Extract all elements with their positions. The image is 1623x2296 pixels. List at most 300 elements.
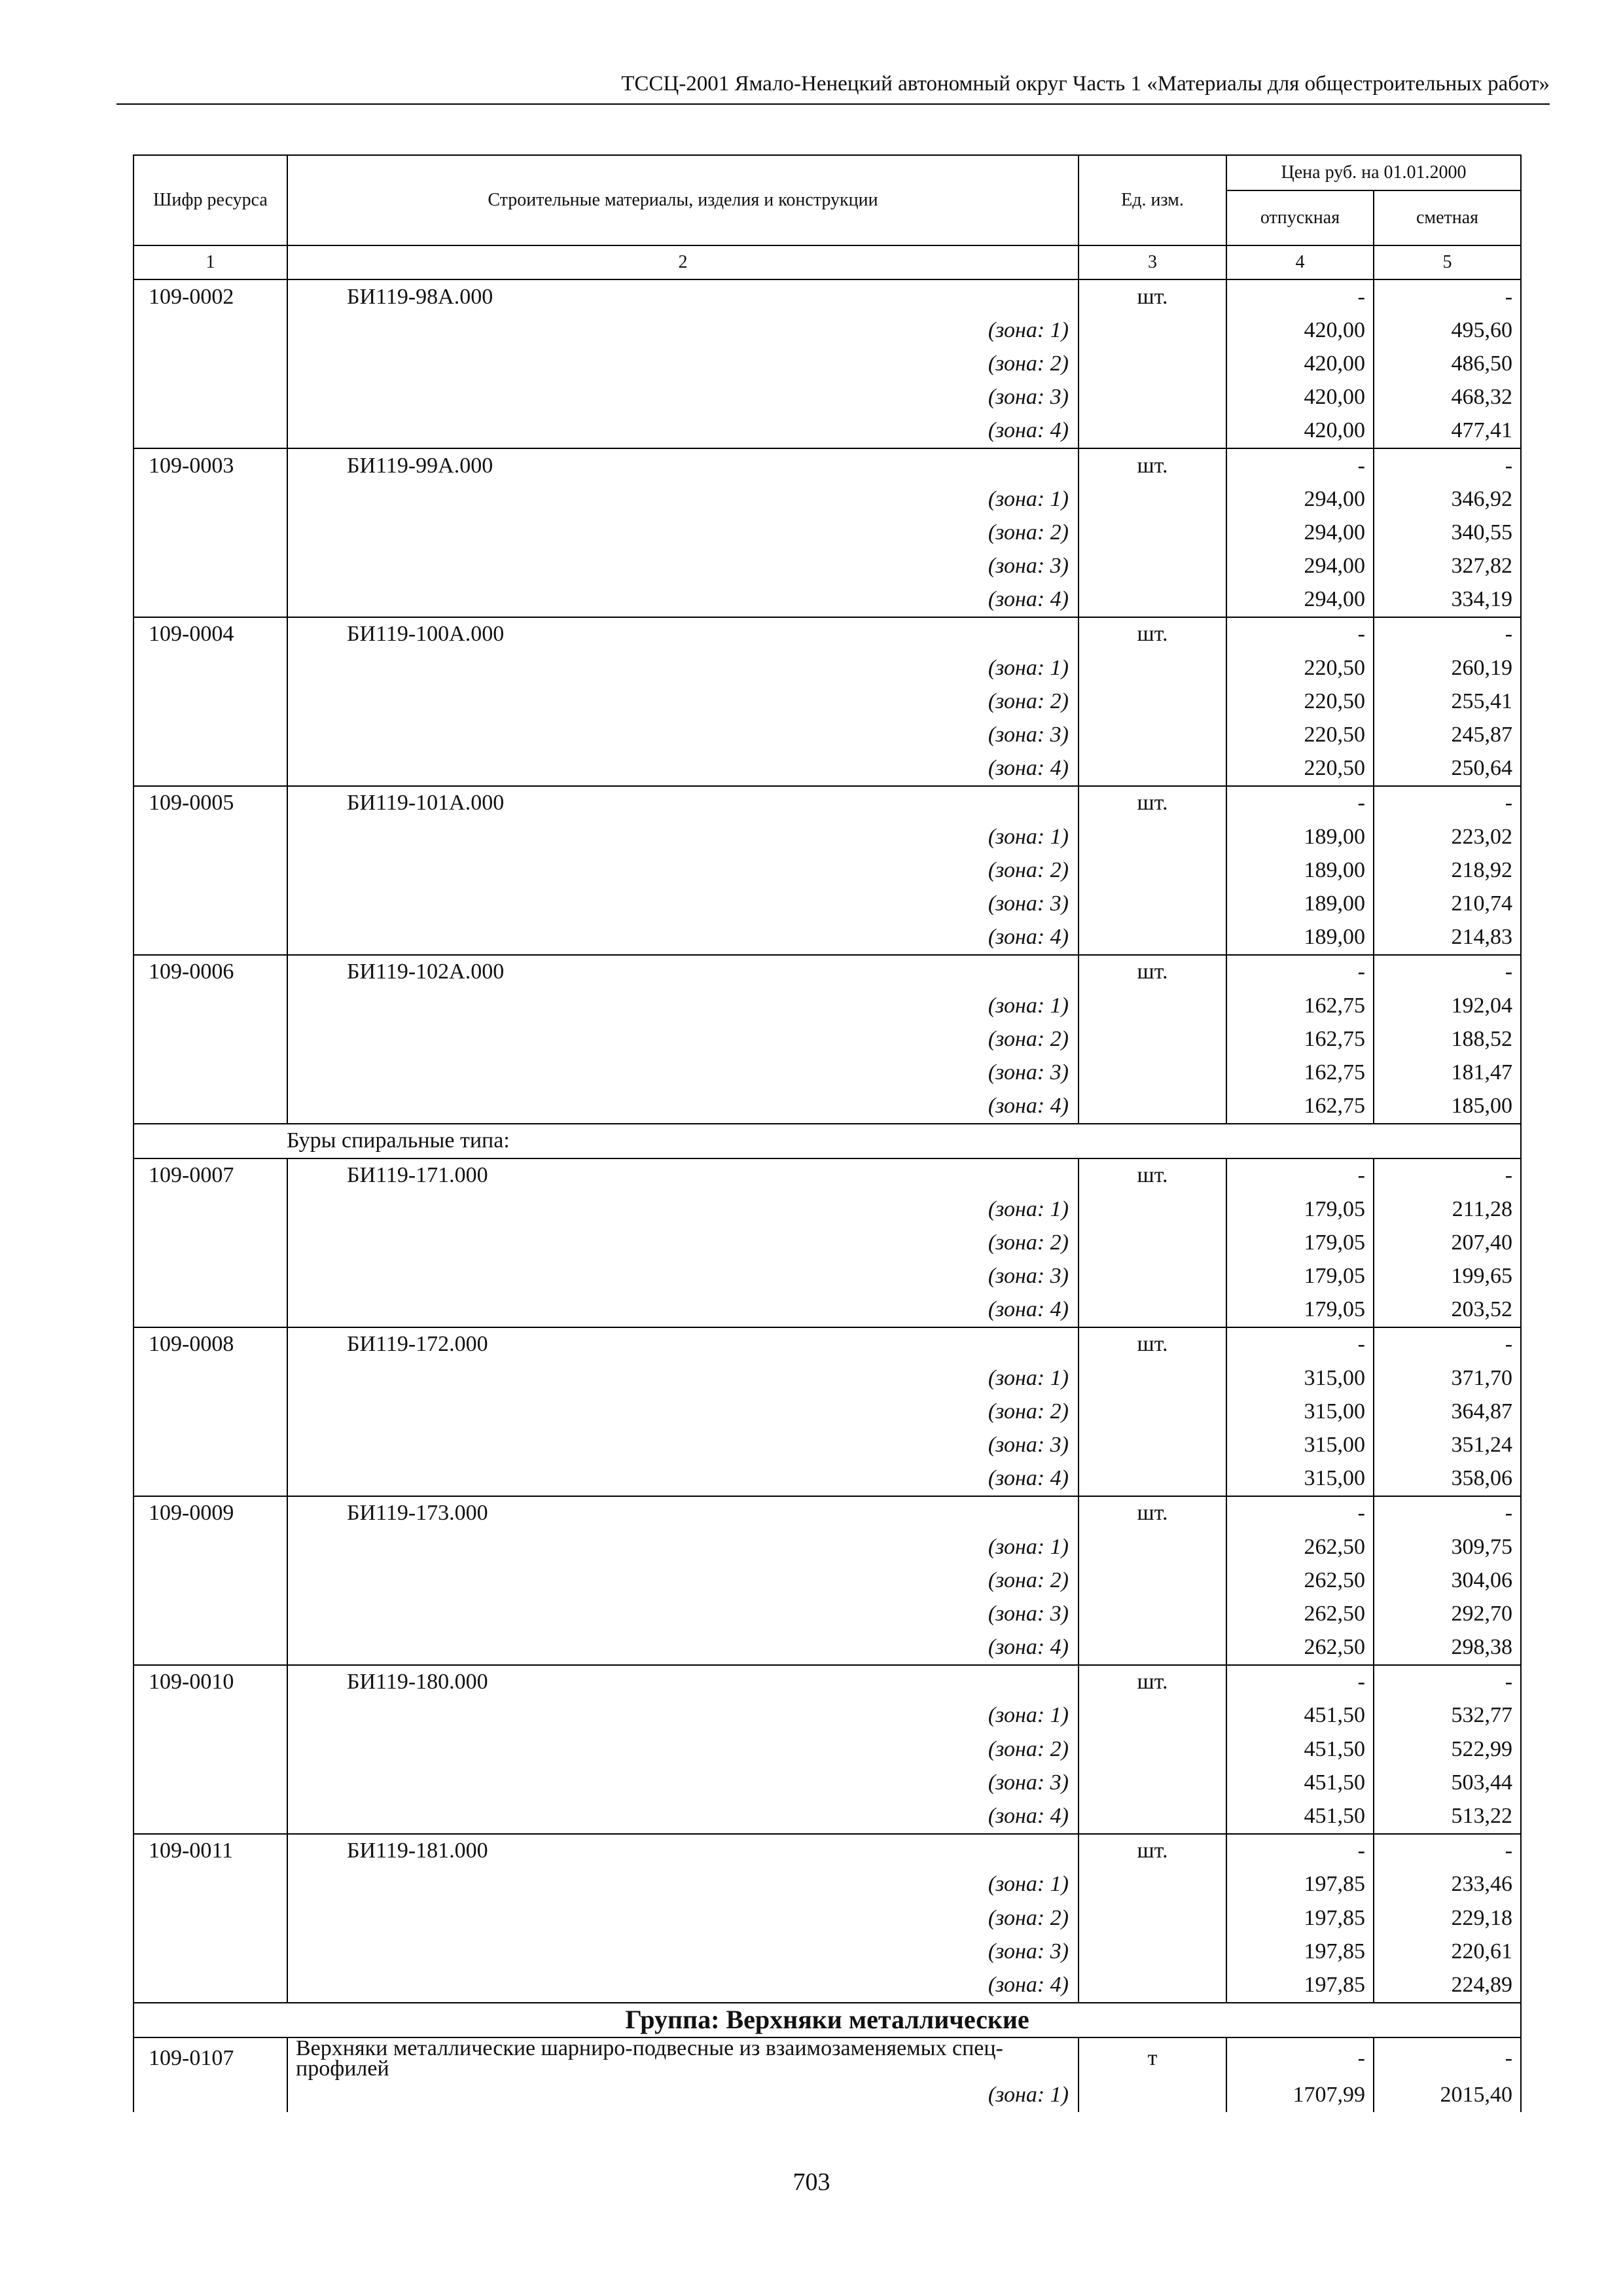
estimate-price-cell: -: [1374, 1158, 1521, 1193]
code-cell-empty: [134, 1766, 287, 1799]
estimate-price-cell: 229,18: [1374, 1901, 1521, 1935]
release-price-cell: 189,00: [1226, 853, 1374, 887]
release-price-cell: -: [1226, 1496, 1374, 1530]
zone-label: (зона: 4): [287, 1631, 1079, 1665]
table-row: [134, 2037, 1521, 2079]
zone-row: [134, 820, 1521, 853]
zone-row: [134, 921, 1521, 955]
estimate-price-cell: 346,92: [1374, 482, 1521, 516]
release-price-cell: -: [1226, 1327, 1374, 1361]
unit-cell-empty: [1079, 1799, 1226, 1833]
material-name: БИ119-173.000: [287, 1496, 1079, 1530]
zone-row: [134, 2079, 1521, 2112]
material-name: БИ119-101А.000: [287, 786, 1079, 820]
zone-label: (зона: 2): [287, 685, 1079, 718]
zone-label: (зона: 1): [287, 2079, 1079, 2112]
resource-code: 109-0007: [134, 1158, 287, 1193]
release-price-cell: 179,05: [1226, 1293, 1374, 1327]
code-cell-empty: [134, 516, 287, 549]
zone-row: [134, 1901, 1521, 1935]
unit-cell-empty: [1079, 1597, 1226, 1630]
release-price-cell: 294,00: [1226, 583, 1374, 617]
zone-label: (зона: 1): [287, 1361, 1079, 1395]
estimate-price-cell: 210,74: [1374, 887, 1521, 920]
release-price-cell: 1707,99: [1226, 2079, 1374, 2112]
table-row: [134, 1327, 1521, 1361]
release-price-cell: 451,50: [1226, 1699, 1374, 1732]
zone-row: [134, 1293, 1521, 1327]
unit-cell-empty: [1079, 1699, 1226, 1732]
zone-label: (зона: 3): [287, 1428, 1079, 1462]
material-name: БИ119-180.000: [287, 1665, 1079, 1699]
estimate-price-cell: 223,02: [1374, 820, 1521, 853]
zone-row: [134, 989, 1521, 1022]
release-price-cell: 420,00: [1226, 381, 1374, 414]
code-cell-empty: [134, 1901, 287, 1935]
code-cell-empty: [134, 314, 287, 347]
resource-code: 109-0011: [134, 1834, 287, 1868]
zone-row: [134, 685, 1521, 718]
estimate-price-cell: -: [1374, 786, 1521, 820]
zone-row: [134, 1090, 1521, 1124]
estimate-price-cell: 203,52: [1374, 1293, 1521, 1327]
release-price-cell: 179,05: [1226, 1193, 1374, 1226]
estimate-price-cell: 207,40: [1374, 1226, 1521, 1259]
section-row-group: [134, 1124, 1521, 1158]
code-cell-empty: [134, 583, 287, 617]
column-number: 4: [1226, 245, 1374, 279]
zone-row: [134, 347, 1521, 380]
zone-row: [134, 853, 1521, 887]
estimate-price-cell: 334,19: [1374, 583, 1521, 617]
code-cell-empty: [134, 1193, 287, 1226]
unit-cell-empty: [1079, 651, 1226, 685]
unit-cell-empty: [1079, 550, 1226, 583]
release-price-cell: 197,85: [1226, 1935, 1374, 1968]
release-price-cell: 162,75: [1226, 1090, 1374, 1124]
estimate-price-cell: 245,87: [1374, 718, 1521, 751]
zone-label: (зона: 4): [287, 1293, 1079, 1327]
zone-label: (зона: 3): [287, 718, 1079, 751]
page-number: 703: [793, 2168, 830, 2196]
resource-code: 109-0006: [134, 955, 287, 989]
unit-cell: шт.: [1079, 279, 1226, 314]
code-cell-empty: [134, 347, 287, 380]
release-price-cell: 451,50: [1226, 1732, 1374, 1766]
unit-cell-empty: [1079, 314, 1226, 347]
zone-row: [134, 1428, 1521, 1462]
estimate-price-cell: 233,46: [1374, 1868, 1521, 1901]
zone-row: [134, 1530, 1521, 1564]
zone-label: (зона: 2): [287, 347, 1079, 380]
zone-row: [134, 887, 1521, 920]
estimate-price-cell: -: [1374, 1496, 1521, 1530]
unit-cell: шт.: [1079, 786, 1226, 820]
unit-cell-empty: [1079, 1056, 1226, 1089]
release-price-cell: -: [1226, 448, 1374, 482]
release-price-cell: 451,50: [1226, 1799, 1374, 1833]
estimate-price-cell: 199,65: [1374, 1259, 1521, 1293]
zone-row: [134, 1766, 1521, 1799]
code-cell-empty: [134, 414, 287, 448]
unit-cell-empty: [1079, 685, 1226, 718]
estimate-price-cell: 304,06: [1374, 1564, 1521, 1597]
unit-cell-empty: [1079, 1530, 1226, 1564]
code-cell-empty: [134, 820, 287, 853]
resource-code: 109-0002: [134, 279, 287, 314]
resource-code: 109-0008: [134, 1327, 287, 1361]
estimate-price-cell: -: [1374, 279, 1521, 314]
table-row: [134, 1158, 1521, 1193]
release-price-cell: 262,50: [1226, 1564, 1374, 1597]
zone-row: [134, 1732, 1521, 1766]
code-cell-empty: [134, 989, 287, 1022]
estimate-price-cell: 513,22: [1374, 1799, 1521, 1833]
unit-cell-empty: [1079, 1868, 1226, 1901]
estimate-price-cell: 503,44: [1374, 1766, 1521, 1799]
zone-row: [134, 414, 1521, 448]
zone-label: (зона: 1): [287, 314, 1079, 347]
material-name: БИ119-181.000: [287, 1834, 1079, 1868]
release-price-cell: 197,85: [1226, 1901, 1374, 1935]
unit-cell-empty: [1079, 1259, 1226, 1293]
code-cell-empty: [134, 1631, 287, 1665]
zone-label: (зона: 1): [287, 820, 1079, 853]
release-price-cell: 189,00: [1226, 921, 1374, 955]
zone-label: (зона: 1): [287, 482, 1079, 516]
table-row: [134, 786, 1521, 820]
estimate-price-cell: 351,24: [1374, 1428, 1521, 1462]
code-cell-empty: [134, 1361, 287, 1395]
zone-row: [134, 381, 1521, 414]
table-body-c: [134, 2037, 1521, 2112]
unit-cell-empty: [1079, 1226, 1226, 1259]
unit-cell: шт.: [1079, 1496, 1226, 1530]
unit-cell: шт.: [1079, 617, 1226, 651]
code-cell-empty: [134, 1732, 287, 1766]
release-price-cell: -: [1226, 279, 1374, 314]
unit-cell-empty: [1079, 853, 1226, 887]
code-cell-empty: [134, 1530, 287, 1564]
estimate-price-cell: 260,19: [1374, 651, 1521, 685]
estimate-price-cell: 486,50: [1374, 347, 1521, 380]
material-name: БИ119-98А.000: [287, 279, 1079, 314]
resource-code: 109-0003: [134, 448, 287, 482]
estimate-price-cell: 220,61: [1374, 1935, 1521, 1968]
code-cell-empty: [134, 853, 287, 887]
release-price-cell: 189,00: [1226, 887, 1374, 920]
code-cell-empty: [134, 1022, 287, 1056]
column-header-code: Шифр ресурса: [134, 155, 287, 245]
code-cell-empty: [134, 2079, 287, 2112]
estimate-price-cell: 309,75: [1374, 1530, 1521, 1564]
material-name: БИ119-172.000: [287, 1327, 1079, 1361]
release-price-cell: 262,50: [1226, 1597, 1374, 1630]
estimate-price-cell: 298,38: [1374, 1631, 1521, 1665]
unit-cell-empty: [1079, 1901, 1226, 1935]
release-price-cell: 220,50: [1226, 752, 1374, 786]
unit-cell-empty: [1079, 1022, 1226, 1056]
column-number: 2: [287, 245, 1079, 279]
estimate-price-cell: -: [1374, 1834, 1521, 1868]
code-cell-empty: [134, 1293, 287, 1327]
zone-label: (зона: 4): [287, 1799, 1079, 1833]
estimate-price-cell: -: [1374, 2037, 1521, 2079]
column-header-price: Цена руб. на 01.01.2000: [1226, 155, 1521, 190]
estimate-price-cell: 224,89: [1374, 1968, 1521, 2002]
code-cell-empty: [134, 887, 287, 920]
unit-cell-empty: [1079, 718, 1226, 751]
zone-row: [134, 516, 1521, 549]
unit-cell-empty: [1079, 1766, 1226, 1799]
release-price-cell: 220,50: [1226, 651, 1374, 685]
unit-cell-empty: [1079, 347, 1226, 380]
estimate-price-cell: -: [1374, 448, 1521, 482]
material-name: БИ119-99А.000: [287, 448, 1079, 482]
estimate-price-cell: 327,82: [1374, 550, 1521, 583]
estimate-price-cell: 371,70: [1374, 1361, 1521, 1395]
unit-cell-empty: [1079, 1732, 1226, 1766]
zone-row: [134, 1395, 1521, 1428]
unit-cell-empty: [1079, 1935, 1226, 1968]
zone-row: [134, 1462, 1521, 1496]
code-cell-empty: [134, 1056, 287, 1089]
release-price-cell: 262,50: [1226, 1631, 1374, 1665]
release-price-cell: 420,00: [1226, 347, 1374, 380]
zone-label: (зона: 3): [287, 1056, 1079, 1089]
code-cell-empty: [134, 718, 287, 751]
unit-cell-empty: [1079, 1090, 1226, 1124]
table-row: [134, 1496, 1521, 1530]
zone-row: [134, 1699, 1521, 1732]
zone-row: [134, 1631, 1521, 1665]
zone-label: (зона: 1): [287, 1699, 1079, 1732]
code-cell-empty: [134, 1968, 287, 2002]
code-cell-empty: [134, 1395, 287, 1428]
zone-label: (зона: 2): [287, 1901, 1079, 1935]
zone-label: (зона: 2): [287, 516, 1079, 549]
unit-cell-empty: [1079, 820, 1226, 853]
zone-label: (зона: 4): [287, 583, 1079, 617]
estimate-price-cell: 255,41: [1374, 685, 1521, 718]
zone-row: [134, 550, 1521, 583]
unit-cell-empty: [1079, 1968, 1226, 2002]
table-row: [134, 448, 1521, 482]
zone-row: [134, 1868, 1521, 1901]
zone-label: (зона: 4): [287, 1090, 1079, 1124]
estimate-price-cell: -: [1374, 1665, 1521, 1699]
code-cell-empty: [134, 1868, 287, 1901]
release-price-cell: 294,00: [1226, 516, 1374, 549]
unit-cell-empty: [1079, 989, 1226, 1022]
release-price-cell: -: [1226, 1834, 1374, 1868]
unit-cell-empty: [1079, 1193, 1226, 1226]
zone-row: [134, 718, 1521, 751]
release-price-cell: 315,00: [1226, 1395, 1374, 1428]
zone-label: (зона: 2): [287, 1395, 1079, 1428]
column-header-name: Строительные материалы, изделия и конструкции: [287, 155, 1079, 245]
unit-cell-empty: [1079, 1462, 1226, 1496]
unit-cell: т: [1079, 2037, 1226, 2079]
release-price-cell: 420,00: [1226, 414, 1374, 448]
zone-row: [134, 314, 1521, 347]
code-cell-empty: [134, 1428, 287, 1462]
release-price-cell: 315,00: [1226, 1462, 1374, 1496]
zone-row: [134, 482, 1521, 516]
column-header-unit: Ед. изм.: [1079, 155, 1226, 245]
resource-code: 109-0005: [134, 786, 287, 820]
release-price-cell: 197,85: [1226, 1868, 1374, 1901]
zone-row: [134, 1193, 1521, 1226]
unit-cell-empty: [1079, 381, 1226, 414]
unit-cell-empty: [1079, 1361, 1226, 1395]
code-cell-empty: [134, 381, 287, 414]
estimate-price-cell: 250,64: [1374, 752, 1521, 786]
material-name: БИ119-100А.000: [287, 617, 1079, 651]
unit-cell-empty: [1079, 1631, 1226, 1665]
column-header-release-price: отпускная: [1226, 190, 1374, 245]
estimate-price-cell: 364,87: [1374, 1395, 1521, 1428]
zone-row: [134, 1022, 1521, 1056]
estimate-price-cell: 2015,40: [1374, 2079, 1521, 2112]
release-price-cell: 197,85: [1226, 1968, 1374, 2002]
unit-cell-empty: [1079, 414, 1226, 448]
table-row: [134, 1665, 1521, 1699]
estimate-price-cell: 468,32: [1374, 381, 1521, 414]
unit-cell-empty: [1079, 921, 1226, 955]
code-cell-empty: [134, 1462, 287, 1496]
resource-code: 109-0004: [134, 617, 287, 651]
code-cell-empty: [134, 550, 287, 583]
release-price-cell: 451,50: [1226, 1766, 1374, 1799]
estimate-price-cell: 477,41: [1374, 414, 1521, 448]
unit-cell-empty: [1079, 887, 1226, 920]
code-cell-empty: [134, 1090, 287, 1124]
release-price-cell: -: [1226, 1158, 1374, 1193]
unit-cell-empty: [1079, 1293, 1226, 1327]
unit-cell-empty: [1079, 1395, 1226, 1428]
estimate-price-cell: -: [1374, 955, 1521, 989]
running-header: ТССЦ-2001 Ямало-Ненецкий автономный округ Часть 1 «Материалы для общестроительных работ»: [621, 72, 1550, 96]
estimate-price-cell: 214,83: [1374, 921, 1521, 955]
zone-label: (зона: 2): [287, 1022, 1079, 1056]
zone-label: (зона: 4): [287, 1462, 1079, 1496]
zone-row: [134, 752, 1521, 786]
material-name: БИ119-102А.000: [287, 955, 1079, 989]
estimate-price-cell: 218,92: [1374, 853, 1521, 887]
release-price-cell: -: [1226, 1665, 1374, 1699]
estimate-price-cell: 211,28: [1374, 1193, 1521, 1226]
estimate-price-cell: -: [1374, 1327, 1521, 1361]
release-price-cell: 162,75: [1226, 1022, 1374, 1056]
zone-label: (зона: 2): [287, 1564, 1079, 1597]
release-price-cell: -: [1226, 2037, 1374, 2079]
material-name: Верхняки металлические шарниро-подвесные из взаимозаменяемых спец-профилей: [287, 2037, 1079, 2079]
release-price-cell: 220,50: [1226, 718, 1374, 751]
zone-row: [134, 1226, 1521, 1259]
estimate-price-cell: 185,00: [1374, 1090, 1521, 1124]
unit-cell: шт.: [1079, 1665, 1226, 1699]
zone-label: (зона: 1): [287, 1193, 1079, 1226]
section-title: Буры спиральные типа:: [134, 1124, 1521, 1158]
zone-row: [134, 1056, 1521, 1089]
unit-cell: шт.: [1079, 1327, 1226, 1361]
estimate-price-cell: 192,04: [1374, 989, 1521, 1022]
zone-label: (зона: 1): [287, 651, 1079, 685]
table-body-b: [134, 1158, 1521, 2003]
zone-label: (зона: 1): [287, 989, 1079, 1022]
zone-row: [134, 583, 1521, 617]
release-price-cell: 179,05: [1226, 1226, 1374, 1259]
group-row-group: [134, 2003, 1521, 2037]
table-header: [134, 155, 1521, 279]
zone-label: (зона: 2): [287, 853, 1079, 887]
column-number: 1: [134, 245, 287, 279]
release-price-cell: 315,00: [1226, 1361, 1374, 1395]
unit-cell-empty: [1079, 583, 1226, 617]
zone-label: (зона: 4): [287, 752, 1079, 786]
code-cell-empty: [134, 1597, 287, 1630]
code-cell-empty: [134, 1799, 287, 1833]
code-cell-empty: [134, 1564, 287, 1597]
unit-cell: шт.: [1079, 1158, 1226, 1193]
zone-row: [134, 1968, 1521, 2002]
code-cell-empty: [134, 482, 287, 516]
header-rule: [116, 103, 1550, 105]
estimate-price-cell: 358,06: [1374, 1462, 1521, 1496]
unit-cell-empty: [1079, 482, 1226, 516]
code-cell-empty: [134, 921, 287, 955]
code-cell-empty: [134, 1226, 287, 1259]
resource-code: 109-0009: [134, 1496, 287, 1530]
table-body-a: [134, 279, 1521, 1124]
zone-label: (зона: 3): [287, 1935, 1079, 1968]
zone-row: [134, 1799, 1521, 1833]
resource-code: 109-0010: [134, 1665, 287, 1699]
zone-row: [134, 651, 1521, 685]
estimate-price-cell: 340,55: [1374, 516, 1521, 549]
zone-label: (зона: 1): [287, 1868, 1079, 1901]
unit-cell: шт.: [1079, 955, 1226, 989]
code-cell-empty: [134, 651, 287, 685]
zone-row: [134, 1564, 1521, 1597]
table-row: [134, 1834, 1521, 1868]
release-price-cell: -: [1226, 786, 1374, 820]
zone-row: [134, 1597, 1521, 1630]
release-price-cell: 420,00: [1226, 314, 1374, 347]
unit-cell-empty: [1079, 752, 1226, 786]
price-table: [133, 154, 1522, 2112]
unit-cell-empty: [1079, 1428, 1226, 1462]
unit-cell-empty: [1079, 2079, 1226, 2112]
release-price-cell: 189,00: [1226, 820, 1374, 853]
code-cell-empty: [134, 1935, 287, 1968]
zone-label: (зона: 4): [287, 1968, 1079, 2002]
code-cell-empty: [134, 685, 287, 718]
table-row: [134, 617, 1521, 651]
release-price-cell: 220,50: [1226, 685, 1374, 718]
release-price-cell: -: [1226, 955, 1374, 989]
zone-row: [134, 1259, 1521, 1293]
column-number: 3: [1079, 245, 1226, 279]
code-cell-empty: [134, 1259, 287, 1293]
zone-label: (зона: 3): [287, 381, 1079, 414]
zone-label: (зона: 2): [287, 1226, 1079, 1259]
code-cell-empty: [134, 1699, 287, 1732]
zone-label: (зона: 3): [287, 550, 1079, 583]
column-number: 5: [1374, 245, 1521, 279]
zone-label: (зона: 3): [287, 1766, 1079, 1799]
